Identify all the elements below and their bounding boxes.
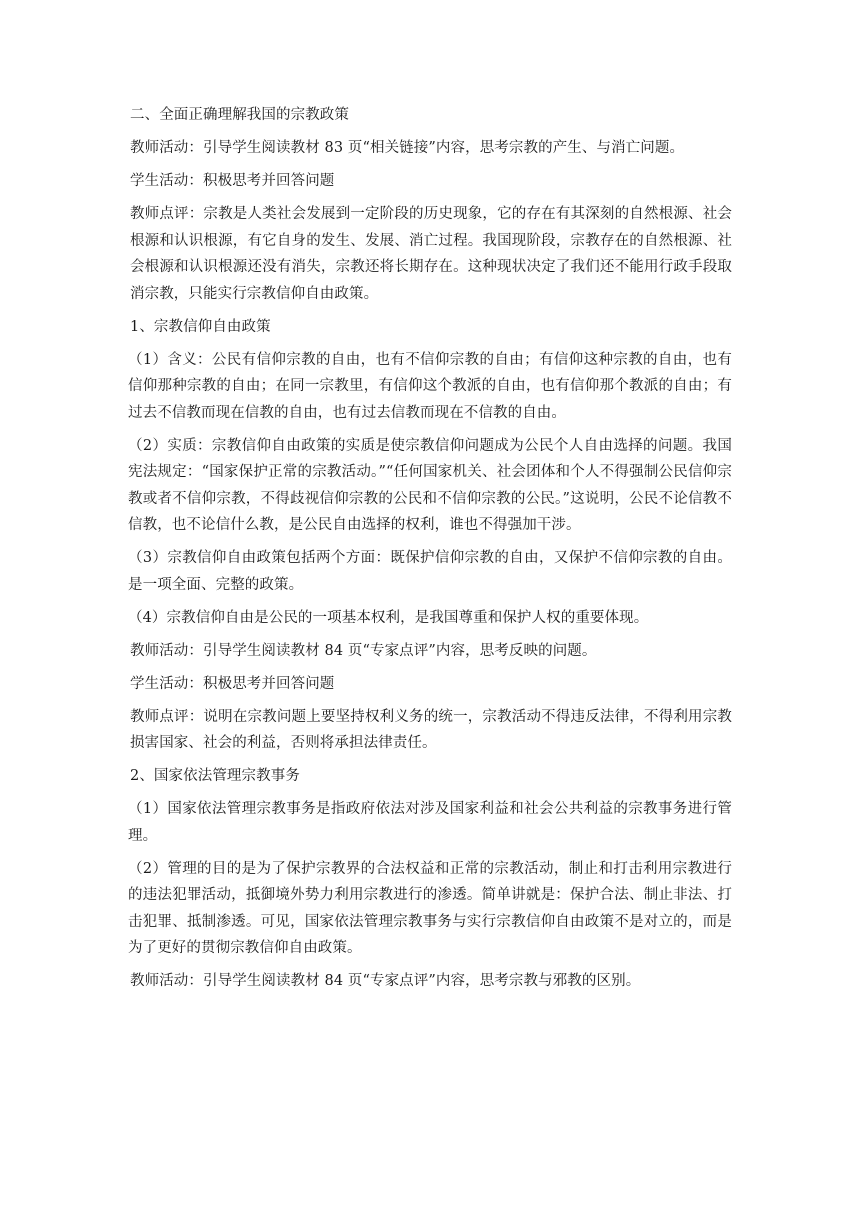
- subsection-heading: 1、宗教信仰自由政策: [130, 318, 271, 335]
- student-activity-paragraph: 学生活动：积极思考并回答问题: [130, 675, 335, 692]
- numbered-point: （1）含义：公民有信仰宗教的自由，也有不信仰宗教的自由；有信仰这种宗教的自由，也有信仰那种宗教的自由；在同一宗教里，有信仰这个教派的自由，也有信仰那个教派的自由；有过去不信教而现在信教的自由，也有过去信教而现在不信教的自由。: [128, 351, 732, 421]
- document-page: [130, 102, 732, 1001]
- numbered-point: （2）实质：宗教信仰自由政策的实质是使宗教信仰问题成为公民个人自由选择的问题。我国宪法规定：“国家保护正常的宗教活动。”“任何国家机关、社会团体和个人不得强制公民信仰宗教或者不信仰宗教，不得歧视信仰宗教的公民和不信仰宗教的公民。”这说明，公民不论信教不信教，也不论信什么教，是公民自由选择的权利，谁也不得强加干涉。: [128, 437, 732, 533]
- section-heading: 二、全面正确理解我国的宗教政策: [130, 107, 349, 123]
- teacher-activity-paragraph: 教师活动：引导学生阅读教材 84 页“专家点评”内容，思考反映的问题。: [130, 642, 597, 659]
- teacher-activity-paragraph: 教师活动：引导学生阅读教材 83 页“相关链接”内容，思考宗教的产生、与消亡问题。: [130, 140, 685, 156]
- numbered-point: （1）国家依法管理宗教事务是指政府依法对涉及国家利益和社会公共利益的宗教事务进行管理。: [128, 801, 732, 844]
- student-activity-paragraph: 学生活动：积极思考并回答问题: [130, 173, 335, 189]
- numbered-point: （4）宗教信仰自由是公民的一项基本权利，是我国尊重和保护人权的重要体现。: [128, 609, 649, 626]
- subsection-heading: 2、国家依法管理宗教事务: [130, 768, 300, 784]
- numbered-point: （3）宗教信仰自由政策包括两个方面：既保护信仰宗教的自由，又保护不信仰宗教的自由。是一项全面、完整的政策。: [128, 550, 732, 593]
- teacher-comment-paragraph: 教师点评：说明在宗教问题上要坚持权利义务的统一，宗教活动不得违反法律，不得利用宗教损害国家、社会的利益，否则将承担法律责任。: [130, 708, 732, 751]
- numbered-point: （2）管理的目的是为了保护宗教界的合法权益和正常的宗教活动，制止和打击利用宗教进行的违法犯罪活动，抵御境外势力利用宗教进行的渗透。简单讲就是：保护合法、制止非法、打击犯罪、抵制渗透。可见，国家依法管理宗教事务与实行宗教信仰自由政策不是对立的，而是为了更好的贯彻宗教信仰自由政策。: [128, 860, 732, 956]
- teacher-activity-paragraph: 教师活动：引导学生阅读教材 84 页“专家点评”内容，思考宗教与邪教的区别。: [130, 973, 641, 989]
- teacher-comment-paragraph: 教师点评：宗教是人类社会发展到一定阶段的历史现象，它的存在有其深刻的自然根源、社会根源和认识根源，有它自身的发生、发展、消亡过程。我国现阶段，宗教存在的自然根源、社会根源和认识根源还没有消失，宗教还将长期存在。这种现状决定了我们还不能用行政手段取消宗教，只能实行宗教信仰自由政策。: [130, 206, 732, 302]
